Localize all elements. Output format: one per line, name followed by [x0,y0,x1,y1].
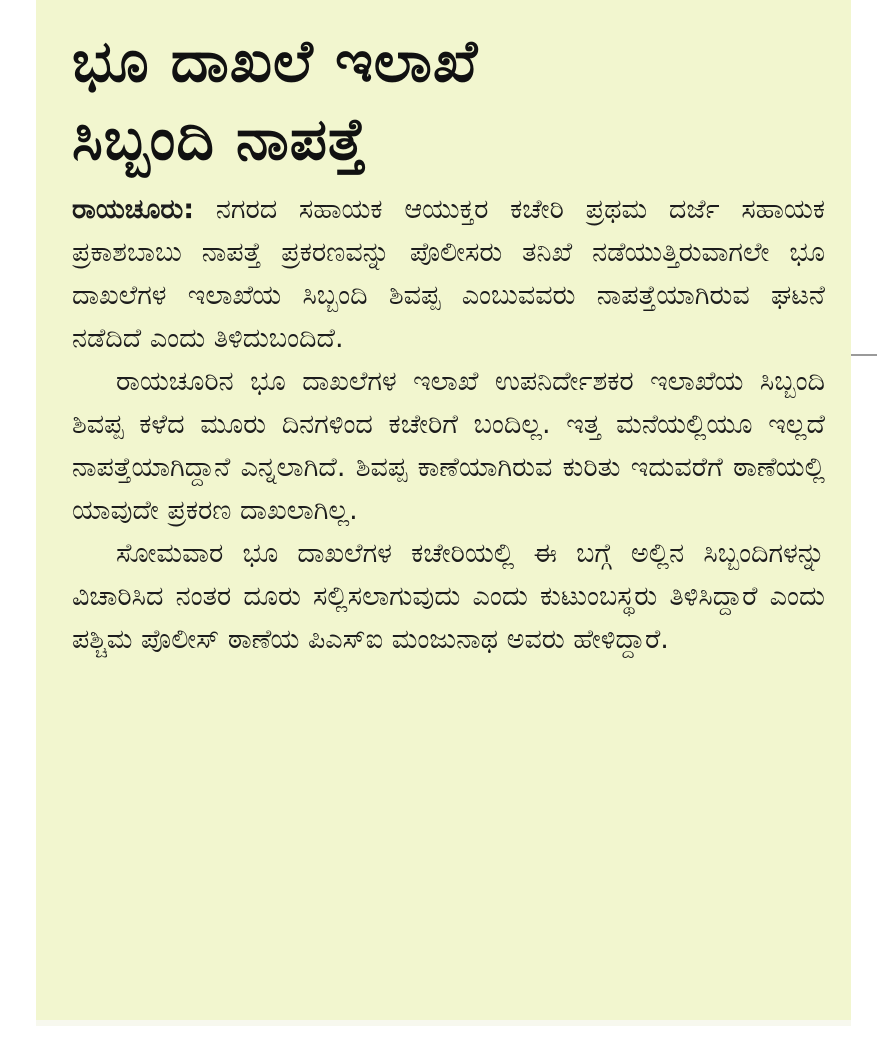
article-dateline: ರಾಯಚೂರು: [72,194,195,225]
paragraph-1-text: ನಗರದ ಸಹಾಯಕ ಆಯುಕ್ತರ ಕಚೇರಿ ಪ್ರಥಮ ದರ್ಜೆ ಸಹಾಯಕ ಪ್ರಕಾಶಬಾಬು ನಾಪತ್ತೆ ಪ್ರಕರಣವನ್ನು ಪೊಲೀಸರು ತನಿಖೆ ನಡೆಯುತ್ತಿರುವಾಗಲೇ ಭೂ ದಾಖಲೆಗಳ ಇಲಾಖೆಯ ಸಿಬ್ಬಂದಿ ಶಿವಪ್ಪ ಎಂಬುವವರು ನಾಪತ್ತೆಯಾಗಿರುವ ಘಟನೆ ನಡೆದಿದೆ ಎಂದು ತಿಳಿದುಬಂದಿದೆ. [72,194,825,354]
article-paragraph-2: ರಾಯಚೂರಿನ ಭೂ ದಾಖಲೆಗಳ ಇಲಾಖೆ ಉಪನಿರ್ದೇಶಕರ ಇಲಾಖೆಯ ಸಿಬ್ಬಂದಿ ಶಿವಪ್ಪ ಕಳೆದ ಮೂರು ದಿನಗಳಿಂದ ಕಚೇರಿಗೆ ಬಂದಿಲ್ಲ. ಇತ್ತ ಮನೆಯಲ್ಲಿಯೂ ಇಲ್ಲದೆ ನಾಪತ್ತೆಯಾಗಿದ್ದಾನೆ ಎನ್ನಲಾಗಿದೆ. ಶಿವಪ್ಪ ಕಾಣೆಯಾಗಿರುವ ಕುರಿತು ಇದುವರೆಗೆ ಠಾಣೆಯಲ್ಲಿ ಯಾವುದೇ ಪ್ರಕರಣ ದಾಖಲಾಗಿಲ್ಲ. [72,366,825,526]
headline-line-2: ಸಿಬ್ಬಂದಿ ನಾಪತ್ತೆ [72,105,367,173]
article-headline [72,22,825,178]
article-paragraph-3: ಸೋಮವಾರ ಭೂ ದಾಖಲೆಗಳ ಕಚೇರಿಯಲ್ಲಿ ಈ ಬಗ್ಗೆ ಅಲ್ಲಿನ ಸಿಬ್ಬಂದಿಗಳನ್ನು ವಿಚಾರಿಸಿದ ನಂತರ ದೂರು ಸಲ್ಲಿಸಲಾಗುವುದು ಎಂದು ಕುಟುಂಬಸ್ಥರು ತಿಳಿಸಿದ್ದಾರೆ ಎಂದು ಪಶ್ಚಿಮ ಪೊಲೀಸ್ ಠಾಣೆಯ ಪಿಎಸ್ಐ ಮಂಜುನಾಥ ಅವರು ಹೇಳಿದ್ದಾರೆ. [72,538,825,655]
newspaper-clipping [36,0,851,1020]
scan-edge-mark [851,354,877,356]
headline-line-1: ಭೂ ದಾಖಲೆ ಇಲಾಖೆ [72,27,479,95]
article-paragraph-1 [72,188,825,360]
article-body [72,188,825,661]
